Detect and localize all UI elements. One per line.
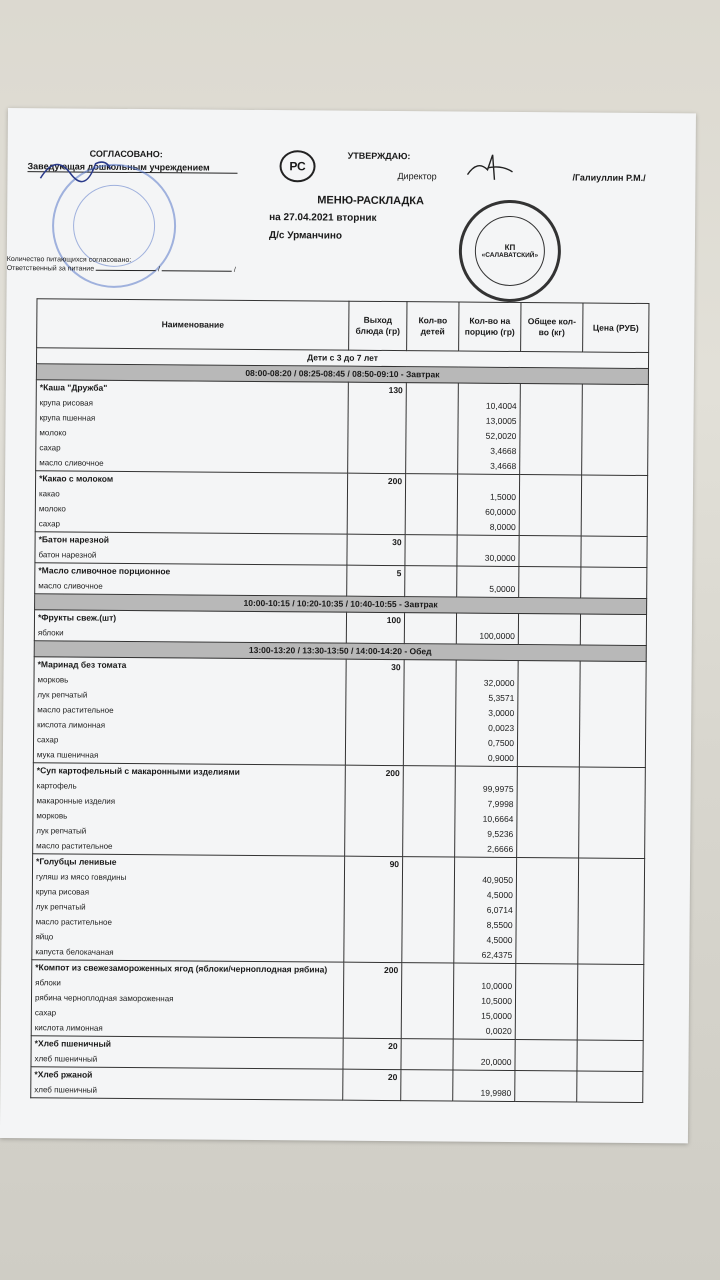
ingredient-name: молоко xyxy=(39,428,67,438)
col-header-portion: Кол-во на порцию (гр) xyxy=(459,302,521,351)
ingredient-qty: 62,4375 xyxy=(481,949,513,960)
ingredient-name: лук репчатый xyxy=(36,826,87,836)
price xyxy=(579,767,646,859)
portion-spacer xyxy=(460,614,515,629)
dish-row xyxy=(35,563,647,599)
portion-spacer xyxy=(460,567,515,582)
ingredient-qty: 3,4668 xyxy=(490,445,517,457)
children-count xyxy=(406,383,459,474)
ingredient-qty: 5,3571 xyxy=(488,692,515,703)
col-header-children: Кол-во детей xyxy=(407,302,459,351)
ingredient-name: лук репчатый xyxy=(35,902,86,912)
ingredient-qty: 5,0000 xyxy=(489,583,516,594)
dish-output: 200 xyxy=(343,962,402,1038)
total-kg xyxy=(518,614,580,645)
ingredient-name: крупа рисовая xyxy=(39,398,93,408)
dish-cell xyxy=(35,471,347,534)
ingredient-name: какао xyxy=(38,489,60,499)
ingredient-name: кислота лимонная xyxy=(37,720,106,730)
portion-cell xyxy=(453,963,516,1039)
count-line: Количество питающихся согласовано: xyxy=(6,255,132,264)
ingredient-name: масло сливочное xyxy=(39,458,104,468)
ingredient-name: кислота лимонная xyxy=(34,1023,103,1033)
col-header-price: Цена (РУБ) xyxy=(583,303,649,353)
dish-row xyxy=(31,1036,643,1072)
portion-cell xyxy=(457,474,519,535)
ingredient-name: картофель xyxy=(36,781,77,791)
dish-name: *Хлеб ржаной xyxy=(34,1069,93,1080)
ingredient-name: гуляш из мясо говядины xyxy=(35,872,127,882)
dish-name: *Масло сливочное порционное xyxy=(38,565,171,577)
dish-cell xyxy=(31,1067,343,1100)
dish-output: 100 xyxy=(346,612,404,643)
ingredient-qty: 7,9998 xyxy=(487,798,514,809)
ingredient-qty: 10,5000 xyxy=(481,995,513,1006)
dish-name: *Суп картофельный с макаронными изделиями xyxy=(36,765,240,777)
approved-label: УТВЕРЖДАЮ: xyxy=(347,150,411,162)
dish-name: *Какао с молоком xyxy=(39,473,114,484)
ingredient-name: хлеб пшеничный xyxy=(34,1054,98,1064)
responsible-line: Ответственный за питание / / xyxy=(6,264,236,274)
ingredient-name: сахар xyxy=(37,735,59,745)
dish-row xyxy=(36,380,649,476)
ingredient-qty: 10,4004 xyxy=(485,400,517,412)
price xyxy=(582,384,649,476)
portion-spacer xyxy=(457,964,512,979)
ingredient-qty: 52,0020 xyxy=(485,430,517,442)
signature-right xyxy=(462,150,522,185)
ingredient-name: сахар xyxy=(39,443,61,453)
dish-row xyxy=(35,471,647,537)
col-header-output: Выход блюда (гр) xyxy=(349,301,407,350)
dish-cell xyxy=(32,854,345,962)
ingredient-qty: 40,9050 xyxy=(482,874,513,885)
ingredient-name: крупа рисовая xyxy=(35,887,90,897)
agreed-label: СОГЛАСОВАНО: xyxy=(89,148,163,160)
portion-spacer xyxy=(459,767,514,782)
portion-spacer xyxy=(458,858,513,873)
meal-time-label: 13:00-13:20 / 13:30-13:50 / 14:00-14:20 - Обед xyxy=(34,641,646,662)
ingredient-name: крупа пшенная xyxy=(39,413,96,423)
ingredient-qty: 1,5000 xyxy=(489,491,516,503)
dish-row xyxy=(32,854,645,965)
ingredient-name: батон нарезной xyxy=(38,550,97,560)
dish-output: 20 xyxy=(343,1069,401,1100)
price xyxy=(580,614,646,646)
ingredient-name: сахар xyxy=(38,519,61,529)
portion-spacer xyxy=(461,536,516,551)
ingredient-qty: 0,7500 xyxy=(487,737,515,748)
total-kg xyxy=(519,475,581,536)
ingredient-qty: 6,0714 xyxy=(486,904,513,915)
ingredient-qty: 15,0000 xyxy=(481,1010,512,1021)
dish-cell xyxy=(31,960,344,1038)
ingredient-qty: 30,0000 xyxy=(484,552,516,563)
ingredient-name: масло сливочное xyxy=(38,581,103,591)
total-kg xyxy=(520,384,583,475)
portion-spacer xyxy=(462,384,517,399)
meal-time-label: 08:00-08:20 / 08:25-08:45 / 08:50-09:10 - Завтрак xyxy=(36,364,648,385)
ingredient-qty: 20,0000 xyxy=(480,1056,512,1067)
total-kg xyxy=(517,767,580,858)
dish-cell xyxy=(35,532,347,565)
ingredient-qty: 3,4668 xyxy=(490,460,517,472)
dish-cell xyxy=(33,657,346,765)
certification-icon: РС xyxy=(279,150,315,182)
ingredient-qty: 60,0000 xyxy=(485,506,516,518)
meal-time-label: 10:00-10:15 / 10:20-10:35 / 10:40-10:55 - Завтрак xyxy=(35,594,647,615)
ingredient-qty: 0,0020 xyxy=(485,1025,512,1036)
ingredient-name: мука пшеничная xyxy=(36,750,99,760)
dish-output: 30 xyxy=(347,534,405,565)
dish-cell xyxy=(35,563,347,596)
ingredient-name: лук репчатый xyxy=(37,690,88,700)
portion-cell xyxy=(454,857,517,963)
ingredient-qty: 9,5236 xyxy=(487,828,514,839)
ingredient-qty: 19,9980 xyxy=(480,1087,512,1098)
dish-row xyxy=(33,657,646,768)
ingredient-qty: 10,0000 xyxy=(481,980,513,991)
ingredient-qty: 3,0000 xyxy=(488,707,515,718)
ingredient-qty: 4,5000 xyxy=(486,934,513,945)
price xyxy=(581,567,647,599)
ingredient-qty: 0,0023 xyxy=(488,722,515,733)
portion-cell xyxy=(453,1039,515,1070)
children-count xyxy=(404,613,456,644)
ingredient-name: масло растительное xyxy=(35,917,112,927)
total-kg xyxy=(515,1071,577,1102)
dish-cell xyxy=(31,1036,343,1069)
ingredient-name: яйцо xyxy=(35,932,54,942)
ingredient-qty: 100,0000 xyxy=(479,630,515,641)
children-count xyxy=(405,535,457,566)
dish-cell xyxy=(33,763,346,856)
price xyxy=(577,1040,643,1072)
children-count xyxy=(403,766,456,857)
portion-cell xyxy=(455,766,518,857)
page-title: МЕНЮ-РАСКЛАДКА xyxy=(317,194,425,208)
place-line: Д/с Урманчино xyxy=(268,230,343,242)
dish-name: *Компот из свежезамороженных ягод (яблоки/черноплодная рябина) xyxy=(35,962,328,975)
portion-spacer xyxy=(457,1040,512,1055)
children-count xyxy=(401,1070,453,1101)
ingredient-qty: 8,0000 xyxy=(489,521,516,533)
price xyxy=(581,475,647,537)
total-kg xyxy=(519,567,581,598)
dish-output: 20 xyxy=(343,1038,401,1069)
dish-output: 5 xyxy=(347,565,405,596)
ingredient-name: яблоки xyxy=(37,628,64,638)
ingredient-qty: 2,6666 xyxy=(487,843,514,854)
ingredient-qty: 4,5000 xyxy=(486,889,513,900)
dish-name: *Хлеб пшеничный xyxy=(34,1038,112,1049)
portion-cell xyxy=(457,535,519,566)
price xyxy=(579,661,646,768)
dish-output: 200 xyxy=(345,765,404,856)
director-name: /Галиуллин Р.М./ xyxy=(572,172,646,184)
dish-output: 30 xyxy=(345,659,404,765)
dish-name: *Батон нарезной xyxy=(38,534,110,545)
dish-row xyxy=(31,960,644,1041)
portion-cell xyxy=(457,566,519,597)
dish-row xyxy=(35,532,647,568)
portion-cell xyxy=(458,383,521,474)
dish-name: *Каша "Дружба" xyxy=(39,382,108,393)
col-header-total: Общее кол-во (кг) xyxy=(521,303,583,352)
signature-left xyxy=(35,148,115,189)
children-count xyxy=(402,857,455,963)
portion-cell xyxy=(455,660,518,766)
age-group-row: Дети с 3 до 7 лет xyxy=(36,348,648,369)
total-kg xyxy=(516,858,579,964)
dish-cell xyxy=(34,610,346,643)
ingredient-name: морковь xyxy=(36,811,68,821)
portion-spacer xyxy=(456,1071,511,1086)
children-count xyxy=(401,1039,453,1070)
ingredient-qty: 0,9000 xyxy=(487,752,514,763)
ingredient-qty: 8,5500 xyxy=(486,919,513,930)
price xyxy=(578,858,645,965)
ingredient-name: яблоки xyxy=(35,978,61,988)
total-kg xyxy=(515,964,578,1040)
agreed-by: Заведующая дошкольным учреждением xyxy=(27,161,237,174)
children-count xyxy=(403,660,456,766)
total-kg xyxy=(519,536,581,567)
round-stamp-right: КП «САЛАВАТСКИЙ» xyxy=(458,200,561,303)
dish-output: 200 xyxy=(347,473,405,534)
col-header-name: Наименование xyxy=(37,299,349,350)
menu-document xyxy=(0,108,696,1143)
dish-name: *Голубцы ленивые xyxy=(36,856,117,867)
portion-cell xyxy=(453,1070,515,1101)
menu-table-body xyxy=(31,348,649,1103)
price xyxy=(577,1071,643,1103)
ingredient-qty: 99,9975 xyxy=(482,783,514,794)
children-count xyxy=(401,963,454,1039)
price xyxy=(581,536,647,568)
dish-row xyxy=(33,763,646,859)
ingredient-name: масло растительное xyxy=(37,705,114,715)
dish-row xyxy=(34,610,646,646)
price xyxy=(577,964,644,1041)
children-count xyxy=(405,474,457,535)
ingredient-qty: 32,0000 xyxy=(483,677,515,688)
dish-row xyxy=(31,1067,643,1103)
dish-name: *Фрукты свеж.(шт) xyxy=(37,612,117,623)
director-label: Директор xyxy=(397,171,437,182)
ingredient-qty: 13,0005 xyxy=(485,415,517,427)
dish-output: 90 xyxy=(344,856,403,962)
ingredient-name: хлеб пшеничный xyxy=(34,1085,98,1095)
dish-name: *Маринад без томата xyxy=(37,659,127,670)
ingredient-name: капуста белокачаная xyxy=(35,947,114,957)
menu-table xyxy=(30,298,649,1103)
ingredient-name: молоко xyxy=(38,504,66,514)
portion-cell xyxy=(456,613,518,644)
ingredient-name: масло растительное xyxy=(36,841,113,851)
portion-spacer xyxy=(460,661,515,676)
total-kg xyxy=(517,661,580,767)
date-line: на 27.04.2021 вторник xyxy=(269,212,377,224)
dish-output: 130 xyxy=(348,382,407,473)
total-kg xyxy=(515,1040,577,1071)
ingredient-name: рябина черноплодная замороженная xyxy=(34,993,174,1004)
portion-spacer xyxy=(461,475,516,490)
children-count xyxy=(405,566,457,597)
ingredient-qty: 10,6664 xyxy=(482,813,514,824)
ingredient-name: макаронные изделия xyxy=(36,796,116,806)
dish-cell xyxy=(36,380,349,473)
ingredient-name: морковь xyxy=(37,675,69,685)
ingredient-name: сахар xyxy=(34,1008,57,1018)
